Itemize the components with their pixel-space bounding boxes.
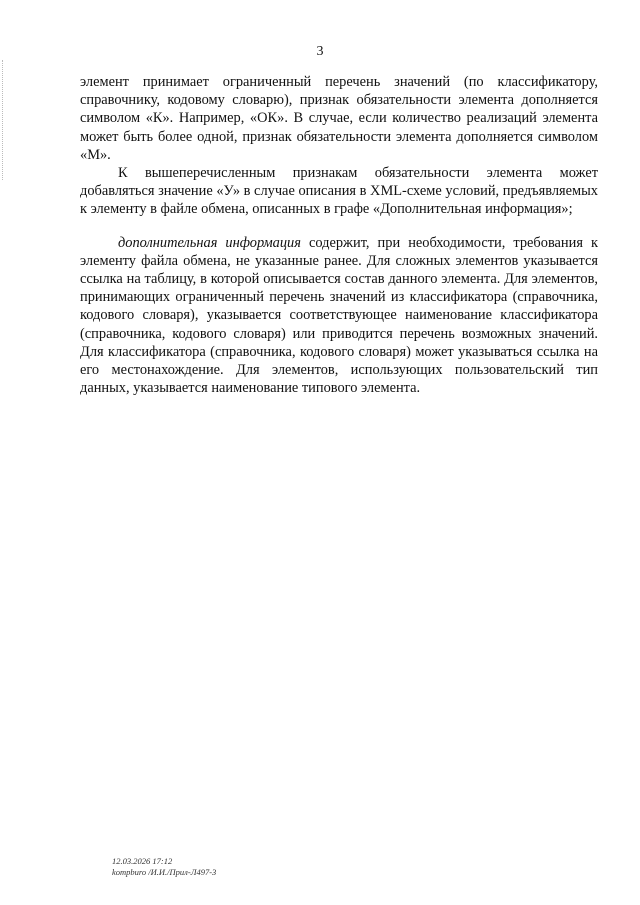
document-body	[80, 73, 598, 397]
page-number: 3	[316, 44, 324, 59]
paragraph-3-text: содержит, при необходимости, требования к элементу файла обмена, не указанные ранее. Для сложных элементов указывается ссылка на таблицу, в которой описывается состав данного элемента. Для элементов, принимающих ограниченный перечень значений из классификатора (справочника, кодового словаря), указывается соответствующее наименование классификатора (справочника, кодового словаря) или приводится перечень возможных значений. Для классификатора (справочника, кодового словаря) может указываться ссылка на его местонахождение. Для элементов, использующих пользовательский тип данных, указывается наименование типового элемента.	[80, 234, 598, 397]
paragraph-1: элемент принимает ограниченный перечень значений (по классификатору, справочнику, кодовому словарю), признак обязательности элемента дополняется символом «К». Например, «ОК». В случае, если количество реализаций элемента может быть более одной, признак обязательности элемента дополняется символом «М».	[80, 74, 598, 163]
term-additional-info: дополнительная информация	[118, 234, 301, 251]
footer-timestamp: 12.03.2026 17:12	[112, 856, 173, 866]
document-footer	[112, 856, 216, 878]
scan-margin-artifact	[2, 60, 5, 180]
footer-file-reference: kompburo /И.И./Прил-Л497-3	[112, 867, 217, 877]
paragraph-3	[80, 234, 598, 398]
paragraph-2: К вышеперечисленным признакам обязательности элемента может добавляться значение «У» в случае описания в XML-схеме условий, предъявляемых к элементу в файле обмена, описанных в графе «Дополнительная информация»;	[80, 165, 598, 218]
